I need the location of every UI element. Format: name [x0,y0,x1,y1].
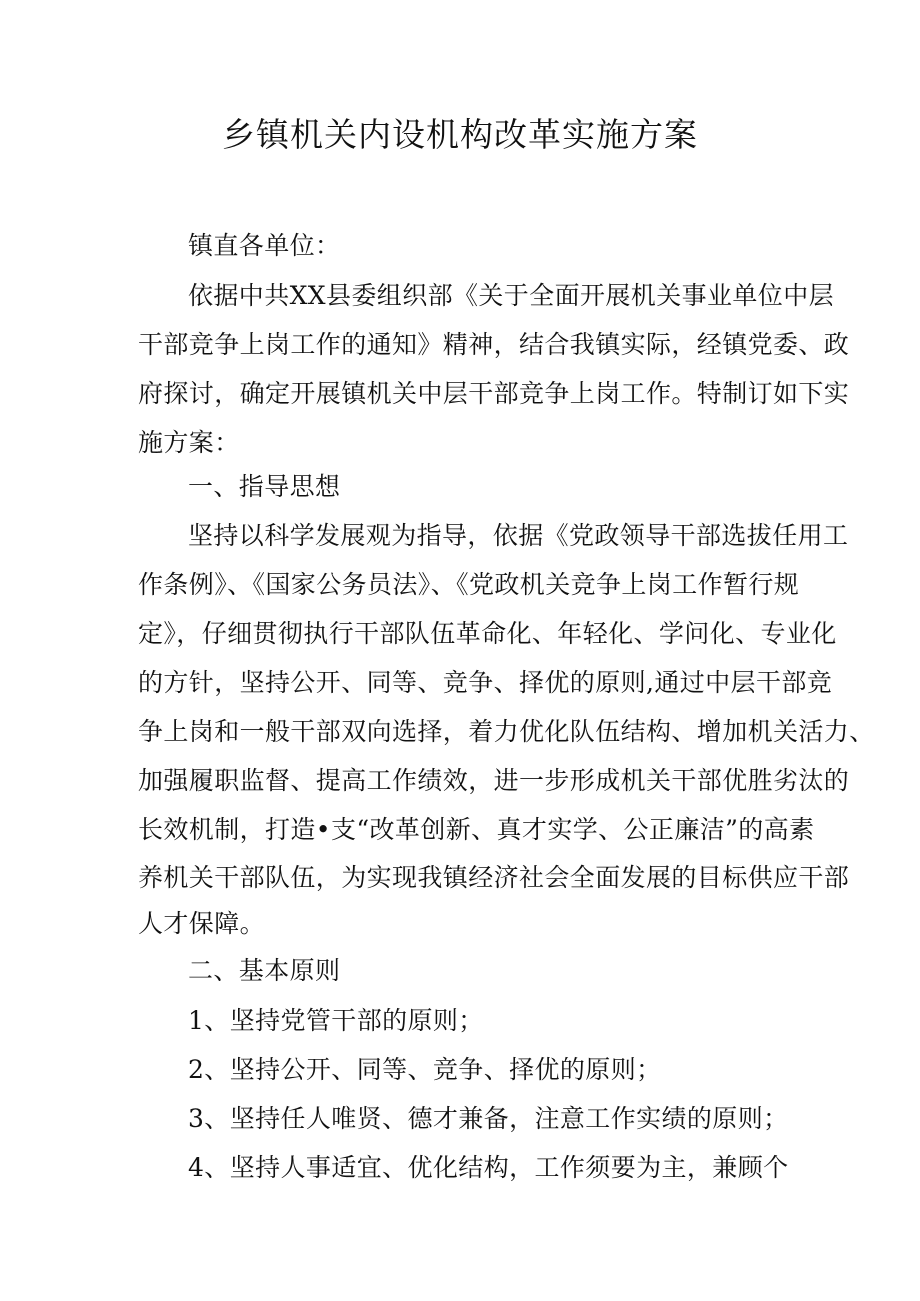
intro-line: 干部竞争上岗工作的通知》精神，结合我镇实际，经镇党委、政 [138,330,850,359]
section1-line: 的方针，坚持公开、同等、竞争、择优的原则,通过中层干部竞 [138,668,833,697]
salutation: 镇直各单位： [188,231,341,260]
section1-line: 争上岗和一般干部双向选择，着力优化队伍结构、增加机关活力、 [138,717,875,746]
section1-line: 长效机制，打造•支“改革创新、真才实学、公正廉洁”的高素 [138,815,815,844]
intro-line: 施方案： [138,428,240,457]
section-heading-guiding-ideology: 一、指导思想 [188,472,341,501]
principle-item: 3、坚持任人唯贤、德才兼备，注意工作实绩的原则； [188,1104,789,1133]
section-heading-basic-principles: 二、基本原则 [188,956,341,985]
principle-item: 4、坚持人事适宜、优化结构，工作须要为主，兼顾个 [188,1153,789,1182]
section1-line: 加强履职监督、提高工作绩效，进一步形成机关干部优胜劣汰的 [138,766,850,795]
section1-line: 坚持以科学发展观为指导，依据《党政领导干部选拔任用工 [188,521,849,550]
section1-line: 人才保障。 [138,909,266,938]
principle-item: 2、坚持公开、同等、竞争、择优的原则； [188,1055,662,1084]
section1-line: 作条例》、《国家公务员法》、《党政机关竞争上岗工作暂行规 [138,570,800,599]
intro-line: 府探讨，确定开展镇机关中层干部竞争上岗工作。特制订如下实 [138,379,850,408]
section1-line: 定》，仔细贯彻执行干部队伍革命化、年轻化、学问化、专业化 [138,619,837,648]
intro-line: 依据中共XX县委组织部《关于全面开展机关事业单位中层 [188,281,834,310]
section1-line: 养机关干部队伍，为实现我镇经济社会全面发展的目标供应干部 [138,863,850,892]
principle-item: 1、坚持党管干部的原则； [188,1006,484,1035]
document-title: 乡镇机关内设机构改革实施方案 [222,115,698,154]
